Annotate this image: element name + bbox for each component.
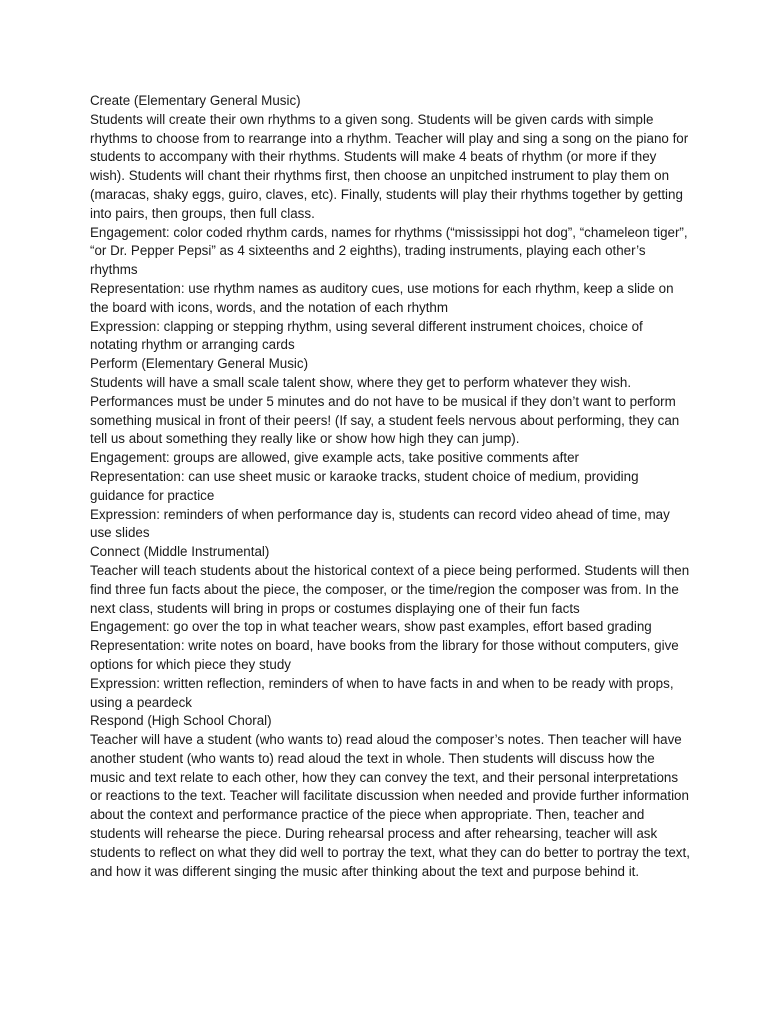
heading-connect: Connect (Middle Instrumental) [90, 544, 270, 560]
create-description: Students will create their own rhythms to a given song. Students will be given cards with simple rhythms to choose from to rearrange into a rhythm. Teacher will play and sing a song on the piano for students to accompany with their rhythms. Students will make 4 beats of rhythm (or more if they wish). Students will chant their rhythms first, then choose an unpitched instrument to play them on (maracas, shaky eggs, guiro, claves, etc). Finally, students will play their rhythms together by getting into pairs, then groups, then full class. [90, 111, 689, 221]
create-engagement: Engagement: color coded rhythm cards, names for rhythms (“mississippi hot dog”, “chameleon tiger”, “or Dr. Pepper Pepsi” as 4 sixteenths and 2 eighths), trading instruments, playing each other’s rhythms [90, 224, 688, 278]
heading-perform: Perform (Elementary General Music) [90, 356, 309, 372]
heading-respond: Respond (High School Choral) [90, 713, 272, 729]
connect-expression: Expression: written reflection, reminders of when to have facts in and when to be ready with props, using a peardeck [90, 675, 674, 710]
connect-engagement: Engagement: go over the top in what teacher wears, show past examples, effort based grading [90, 619, 652, 635]
heading-create: Create (Elementary General Music) [90, 93, 301, 108]
perform-expression: Expression: reminders of when performance day is, students can record video ahead of time, may use slides [90, 506, 670, 541]
create-representation: Representation: use rhythm names as auditory cues, use motions for each rhythm, keep a slide on the board with icons, words, and the notation of each rhythm [90, 280, 674, 315]
document-page [90, 92, 690, 881]
connect-representation: Representation: write notes on board, have books from the library for those without computers, give options for which piece they study [90, 638, 679, 672]
perform-description: Students will have a small scale talent show, where they get to perform whatever they wish. Performances must be under 5 minutes and do not have to be musical if they don’t want to perform something musical in front of their peers! (If say, a student feels nervous about performing, they can tell us about something they really like or show how high they can jump). [90, 374, 680, 447]
perform-representation: Representation: can use sheet music or karaoke tracks, student choice of medium, providing guidance for practice [90, 468, 639, 503]
connect-description: Teacher will teach students about the historical context of a piece being performed. Students will then find three fun facts about the piece, the composer, or the time/region the composer was from. In the next class, students will bring in props or costumes displaying one of their fun facts [90, 562, 690, 616]
create-expression: Expression: clapping or stepping rhythm, using several different instrument choices, choice of notating rhythm or arranging cards [90, 318, 643, 353]
respond-description: Teacher will have a student (who wants to) read aloud the composer’s notes. Then teacher will have another student (who wants to) read aloud the text in whole. Then students will discuss how the music and text relate to each other, how they can convey the text, and their personal interpretations or reactions to the text. Teacher will facilitate discussion when needed and provide further information about the context and performance practice of the piece when appropriate. Then, teacher and students will rehearse the piece. During rehearsal process and after rehearsing, teacher will ask students to reflect on what they did well to portray the text, what they can do better to portray the text, and how it was different singing the music after thinking about the text and purpose behind it. [90, 732, 690, 879]
perform-engagement: Engagement: groups are allowed, give example acts, take positive comments after [90, 450, 580, 466]
